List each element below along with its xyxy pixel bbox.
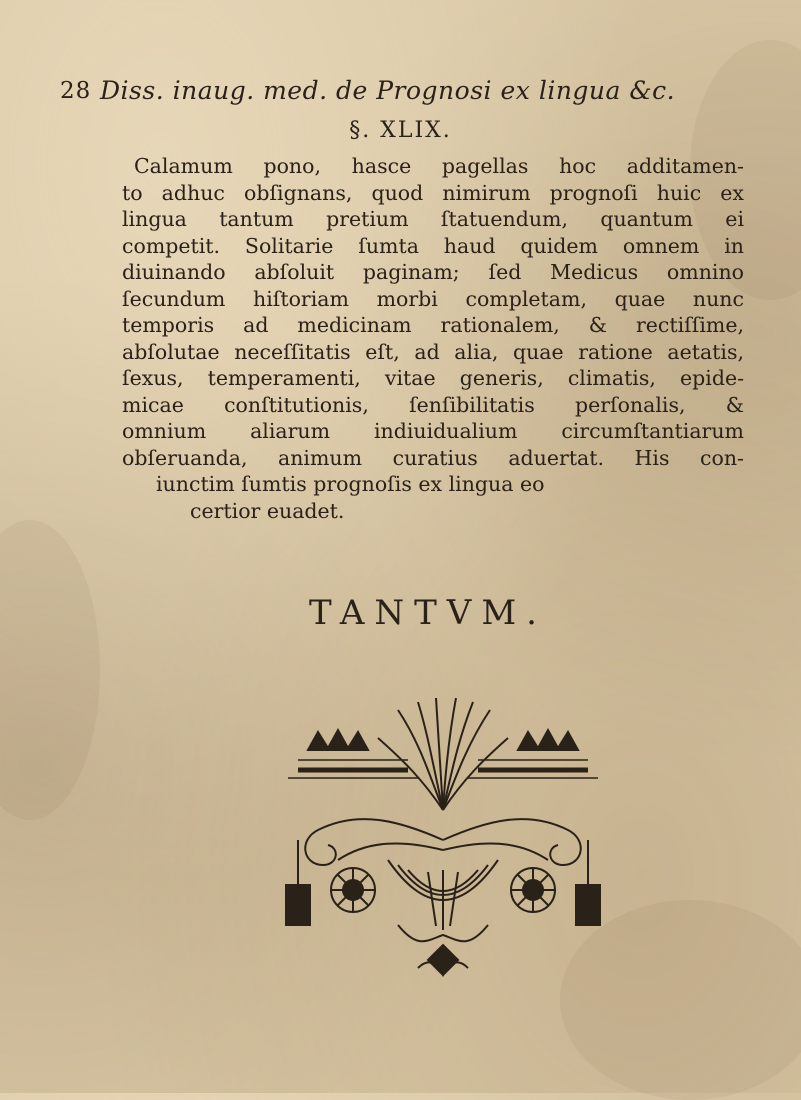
text-line: iunctim ſumtis prognoſis ex lingua eo bbox=[156, 472, 545, 496]
closing-word: TANTVM. bbox=[309, 593, 547, 633]
running-header bbox=[60, 70, 700, 110]
crown-icon bbox=[308, 730, 578, 750]
text-line: lingua tantum pretium ſtatuendum, quantum ei bbox=[122, 207, 744, 231]
text-line: ſexus, temperamenti, vitae generis, climatis, epide- bbox=[122, 366, 744, 390]
text-line: diuinando abſoluit paginam; ſed Medicus omnino bbox=[122, 260, 744, 284]
text-line: competit. Solitarie ſumta haud quidem omnem in bbox=[122, 233, 744, 258]
text-line: temporis ad medicinam rationalem, & rectiſſime, bbox=[122, 313, 744, 337]
paper-stain bbox=[0, 520, 100, 820]
section-heading: §. XLIX. bbox=[349, 118, 452, 143]
left-scroll-icon bbox=[288, 760, 443, 865]
baroque-tailpiece-ornament-icon bbox=[278, 690, 608, 980]
page-number: 28 bbox=[60, 78, 92, 104]
right-scroll-icon bbox=[443, 760, 598, 865]
text-line: micae conſtitutionis, ſenſibilitatis perſonalis, & bbox=[122, 392, 744, 417]
shell-icon bbox=[388, 860, 498, 930]
text-line: to adhuc obſignans, quod nimirum prognoſi huic ex bbox=[122, 180, 744, 205]
plume-icon bbox=[378, 698, 508, 810]
bottom-flourish-icon bbox=[398, 925, 488, 975]
text-line: Calamum pono, hasce pagellas hoc additamen- bbox=[134, 154, 744, 178]
text-line: obſeruanda, animum curatius aduertat. His con- bbox=[122, 445, 744, 470]
running-title: Diss. inaug. med. de Prognosi ex lingua &c. bbox=[100, 76, 676, 105]
text-line: omnium aliarum indiuidualium circumſtantiarum bbox=[122, 419, 744, 443]
text-line: abſolutae neceſſitatis eſt, ad alia, quae ratione aetatis, bbox=[122, 339, 744, 364]
text-line: ſecundum hiſtoriam morbi completam, quae nunc bbox=[122, 286, 744, 311]
text-line: certior euadet. bbox=[190, 498, 345, 523]
body-paragraph bbox=[122, 153, 744, 524]
